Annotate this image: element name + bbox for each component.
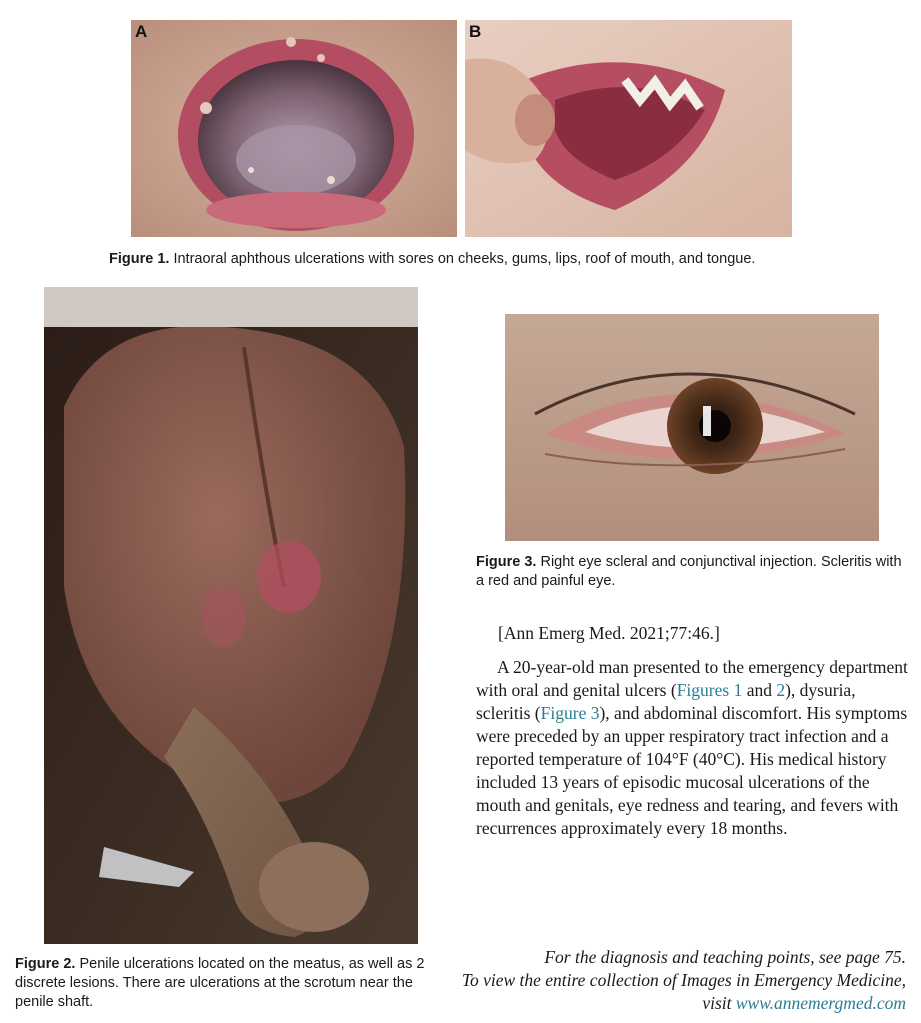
- case-paragraph: [476, 656, 910, 840]
- figure3-image: [505, 314, 879, 541]
- footer-line-2: To view the entire collection of Images in Emergency Medicine,: [461, 970, 906, 990]
- mouth-photo-a: [131, 20, 457, 237]
- body-text-3: ), dysuria, scleritis (: [476, 680, 856, 723]
- mouth-photo-b: [465, 20, 792, 237]
- figure2-link[interactable]: 2: [776, 680, 786, 700]
- body-text-1: A 20-year-old man presented to the emergency department with oral and genital ulcers (: [476, 657, 908, 700]
- figure2-caption-label: Figure 2.: [15, 956, 76, 972]
- genital-photo: [44, 287, 418, 944]
- panel-label-a: A: [135, 22, 148, 41]
- footer-visit-text: visit: [702, 993, 736, 1013]
- eye-photo: [505, 314, 879, 541]
- figure2-image: [44, 287, 418, 944]
- figure1-panel-b-image: [465, 20, 792, 237]
- figure1-caption-label: Figure 1.: [109, 251, 170, 267]
- footer-note: [460, 946, 906, 1015]
- figure1-link[interactable]: Figures 1: [676, 680, 743, 700]
- body-text-4: ), and abdominal discomfort. His symptoms were preceded by an upper respiratory tract infection and a reported temperature of 104°F (40°C). His medical history included 13 years of episodic mucosal ulcerations of the mouth and genitals, eye redness and tearing, and fevers with recurrences approximately every 18 months.: [476, 703, 908, 838]
- panel-label-b: B: [469, 22, 482, 41]
- footer-line-3: [460, 992, 906, 1015]
- figure3-caption: [476, 553, 911, 591]
- figure3-caption-text: Right eye scleral and conjunctival injection. Scleritis with a red and painful eye.: [476, 554, 902, 589]
- citation: [Ann Emerg Med. 2021;77:46.]: [498, 623, 720, 643]
- figure1-panel-a-image: [131, 20, 457, 237]
- figure3-caption-label: Figure 3.: [476, 554, 537, 570]
- website-link[interactable]: www.annemergmed.com: [735, 993, 906, 1013]
- body-text-2: and: [742, 680, 777, 700]
- figure2-caption: [15, 955, 455, 1012]
- figure2-caption-text: Penile ulcerations located on the meatus, as well as 2 discrete lesions. There are ulcerations at the scrotum near the penile shaft.: [15, 956, 425, 1010]
- figure1-caption-text: Intraoral aphthous ulcerations with sores on cheeks, gums, lips, roof of mouth, and tongue.: [173, 251, 756, 267]
- figure1-caption: [109, 250, 869, 269]
- footer-line-1: For the diagnosis and teaching points, see page 75.: [544, 947, 906, 967]
- figure3-link[interactable]: Figure 3: [540, 703, 600, 723]
